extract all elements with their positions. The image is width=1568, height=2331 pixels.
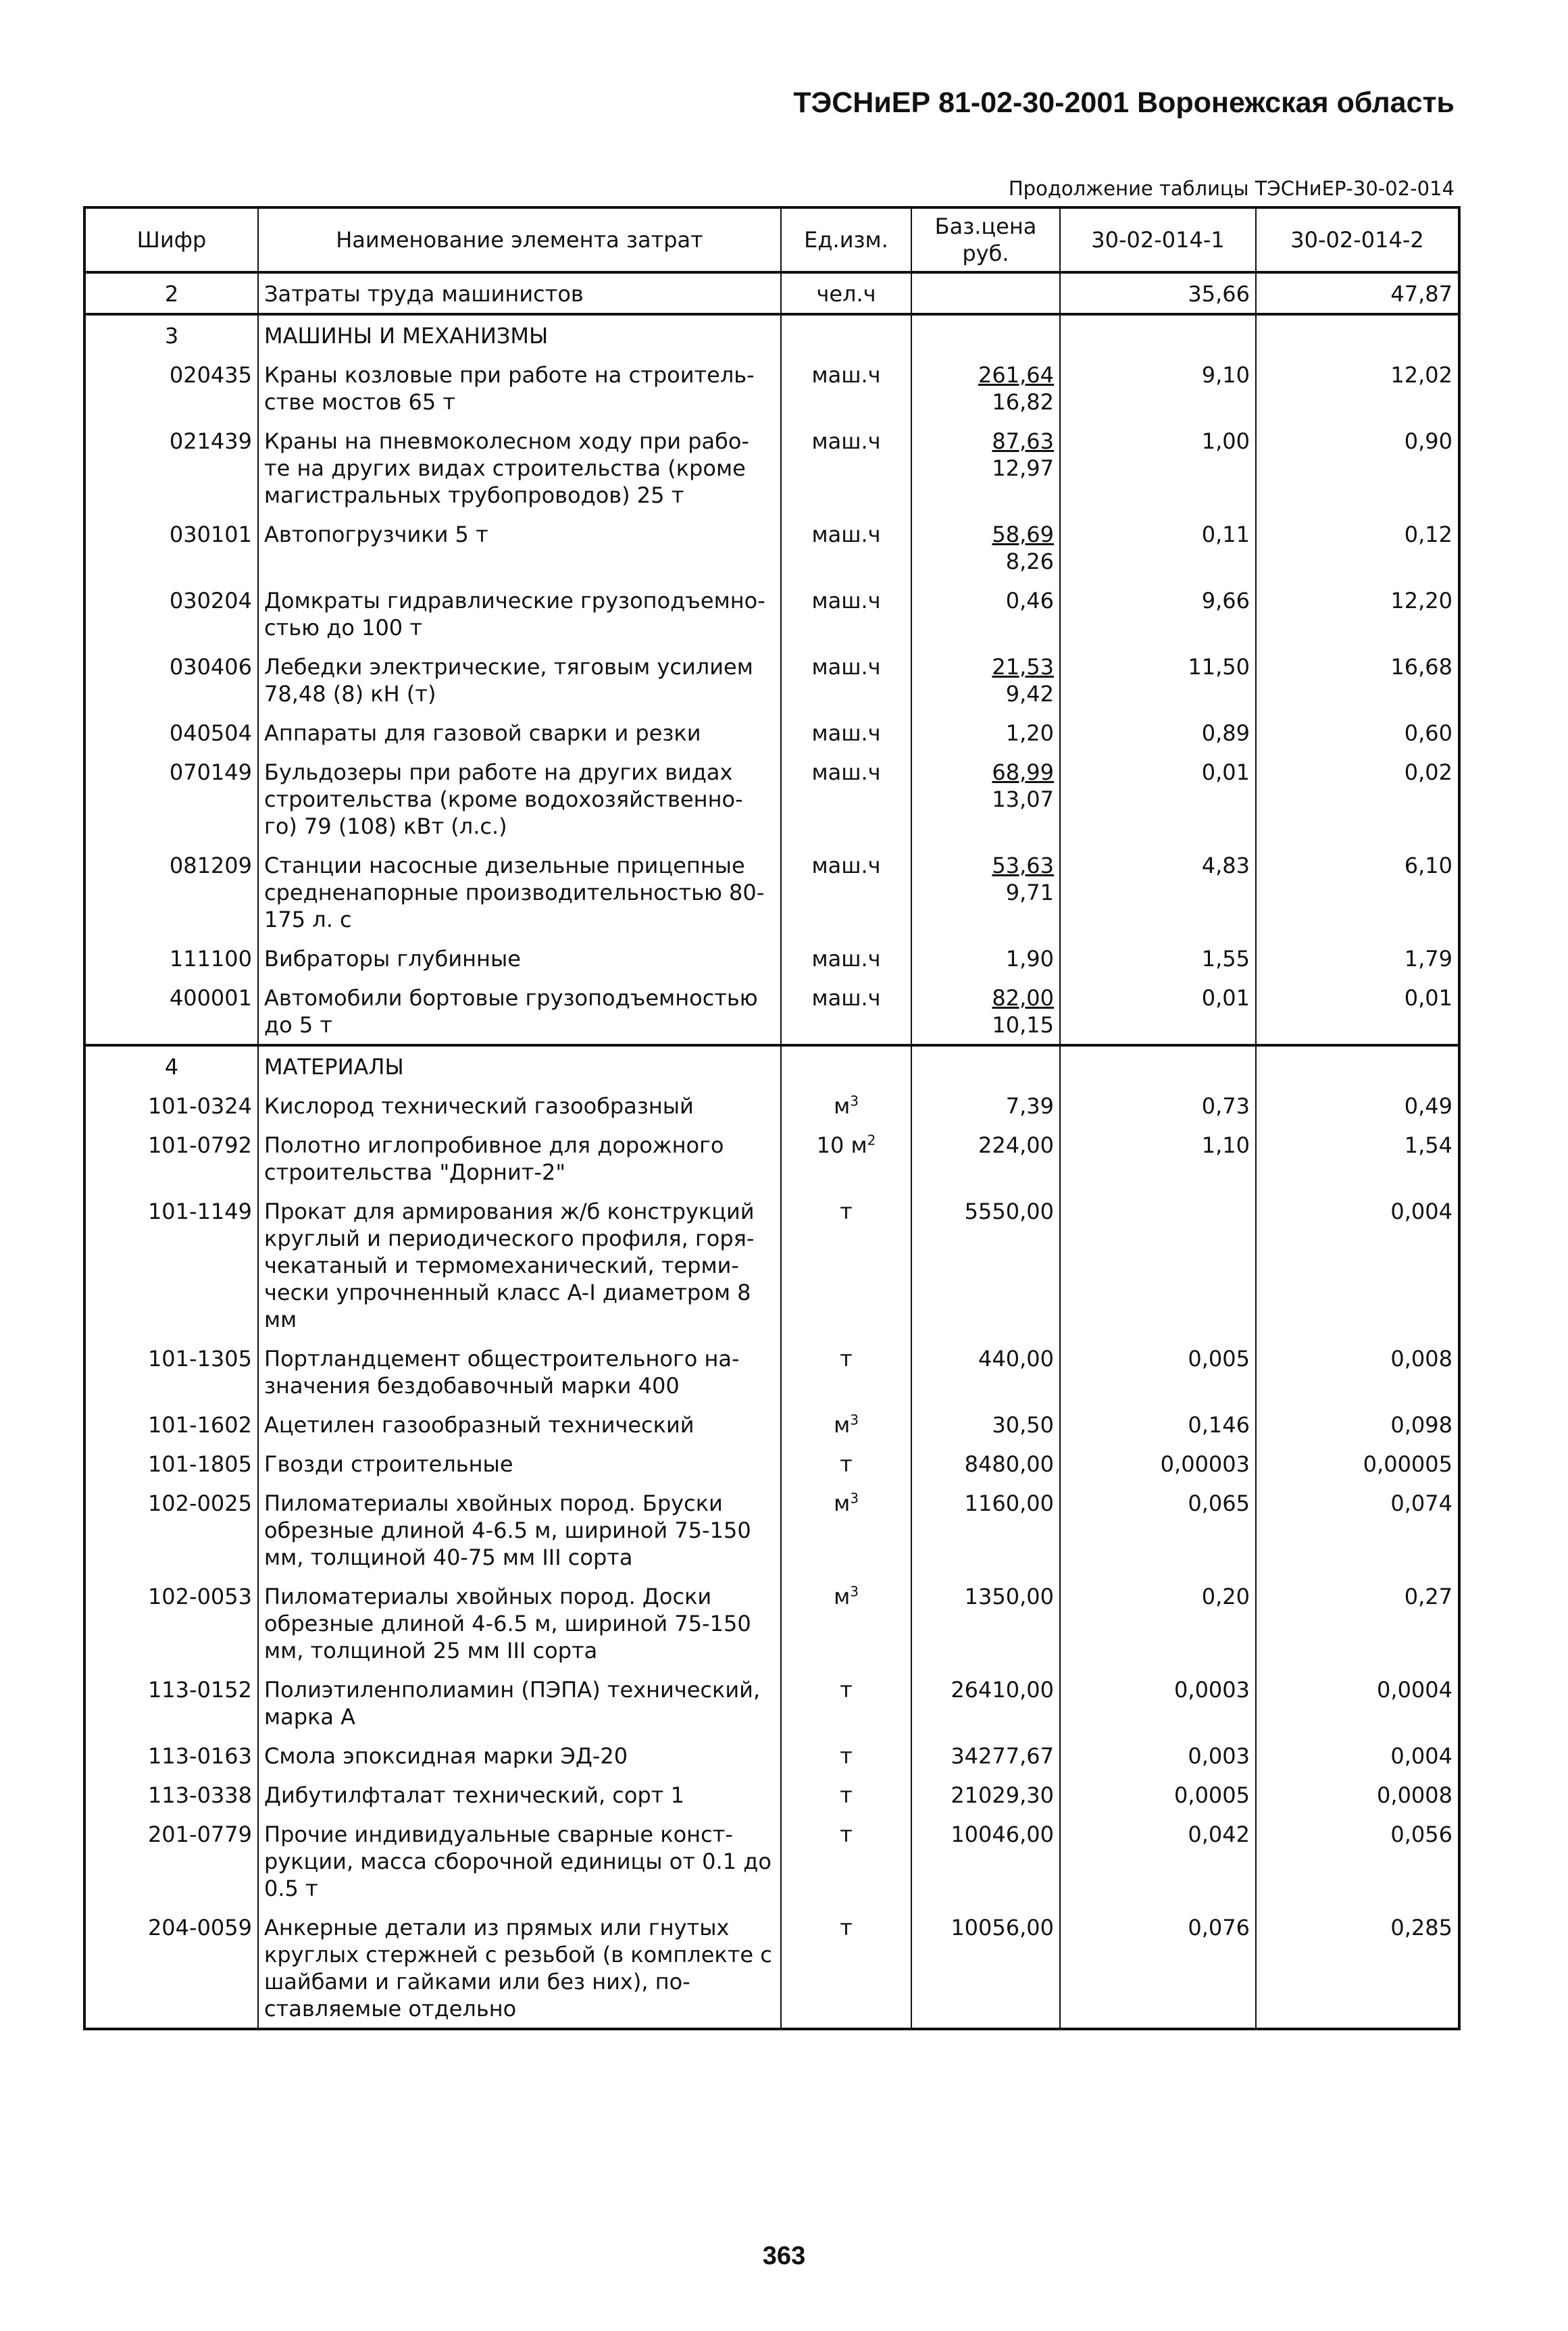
unit-text: т [840,1451,853,1477]
header-col1: 30-02-014-1 [1060,207,1256,272]
row-price [911,1483,1060,1576]
row-price [911,1576,1060,1670]
row-price [911,421,1060,514]
row-price [911,1907,1060,2029]
row-unit [781,314,911,355]
row-value-col1: 0,076 [1060,1907,1256,2029]
row-value-col1: 35,66 [1060,272,1256,314]
section-row [84,314,1459,355]
row-code: 113-0152 [84,1670,258,1736]
row-name: Станции насосные дизельные прицепные средненапорные производительностью 80- 175 л. с [258,845,781,938]
unit-text: маш.ч [811,522,881,547]
row-unit: чел.ч [781,272,911,314]
row-value-col1: 1,55 [1060,938,1256,978]
section-title: МАТЕРИАЛЫ [258,1045,781,1086]
row-name: Дибутилфталат технический, сорт 1 [258,1775,781,1814]
row-price [911,845,1060,938]
row-unit [781,1045,911,1086]
row-unit [781,1670,911,1736]
table-row [84,1405,1459,1444]
row-code: 204-0059 [84,1907,258,2029]
unit-text: маш.ч [811,428,881,454]
row-value-col1: 0,89 [1060,713,1256,752]
row-code: 113-0163 [84,1736,258,1775]
row-code: 102-0053 [84,1576,258,1670]
row-name: Полиэтиленполиамин (ПЭПА) технический, марка А [258,1670,781,1736]
row-code: 101-1805 [84,1444,258,1483]
price-value: 0,46 [1005,588,1054,613]
price-value: 261,64 [978,362,1054,388]
price-wage-value: 12,97 [992,455,1054,481]
table-row [84,713,1459,752]
row-unit [781,752,911,845]
row-price [911,514,1060,580]
row-unit [781,1338,911,1405]
row-unit [781,1907,911,2029]
row-code: 030406 [84,647,258,713]
unit-text: маш.ч [811,759,881,785]
table-row [84,1338,1459,1405]
row-value-col1: 0,003 [1060,1736,1256,1775]
table-header-row [84,207,1459,272]
row-code: 030204 [84,580,258,647]
row-code: 040504 [84,713,258,752]
header-code: Шифр [84,207,258,272]
unit-text: т [840,1677,853,1703]
section-number: 2 [84,272,258,314]
unit-text: м [834,1584,851,1609]
price-value: 440,00 [978,1346,1054,1372]
unit-exponent: 3 [850,1093,859,1109]
section-number: 3 [84,314,258,355]
section-row [84,1045,1459,1086]
unit-text: маш.ч [811,946,881,972]
row-code: 113-0338 [84,1775,258,1814]
row-price [911,1670,1060,1736]
row-name: Ацетилен газообразный технический [258,1405,781,1444]
header-price: Баз.цена руб. [911,207,1060,272]
header-name: Наименование элемента затрат [258,207,781,272]
price-value: 58,69 [992,522,1054,547]
row-value-col2: 1,79 [1256,938,1459,978]
table-row [84,1814,1459,1907]
row-name: Прочие индивидуальные сварные конст- рукции, масса сборочной единицы от 0.1 до 0.5 т [258,1814,781,1907]
row-value-col1: 0,065 [1060,1483,1256,1576]
row-name: Бульдозеры при работе на других видах строительства (кроме водохозяйственно- го) 79 (108) кВт (л.с.) [258,752,781,845]
row-value-col2: 0,00005 [1256,1444,1459,1483]
price-wage-value: 8,26 [1005,549,1054,574]
row-unit [781,1444,911,1483]
table-row [84,514,1459,580]
row-price [911,1775,1060,1814]
row-value-col1: 0,042 [1060,1814,1256,1907]
row-value-col2: 12,02 [1256,355,1459,421]
row-code: 101-1305 [84,1338,258,1405]
unit-text: маш.ч [811,985,881,1011]
price-value: 10046,00 [951,1822,1054,1847]
row-price [911,314,1060,355]
row-code: 111100 [84,938,258,978]
row-value-col1: 9,66 [1060,580,1256,647]
row-value-col2 [1256,314,1459,355]
price-value: 1,20 [1005,720,1054,746]
table-row [84,580,1459,647]
row-value-col1: 4,83 [1060,845,1256,938]
row-value-col2: 0,0004 [1256,1670,1459,1736]
unit-text: маш.ч [811,588,881,613]
section-title: Затраты труда машинистов [258,272,781,314]
row-code: 081209 [84,845,258,938]
row-value-col1: 0,00003 [1060,1444,1256,1483]
row-price [911,1086,1060,1125]
row-name: Полотно иглопробивное для дорожного строительства "Дорнит-2" [258,1125,781,1191]
table-body [84,272,1459,2029]
row-name: Пиломатериалы хвойных пород. Бруски обрезные длиной 4-6.5 м, шириной 75-150 мм, толщиной 40-75 мм III сорта [258,1483,781,1576]
table-row [84,1191,1459,1338]
row-price [911,1191,1060,1338]
row-name: Прокат для армирования ж/б конструкций круглый и периодического профиля, горя- чекатаный и термомеханический, терми- чески упрочненный класс A-I диаметром 8 мм [258,1191,781,1338]
unit-text: м [834,1093,851,1119]
row-value-col1: 0,11 [1060,514,1256,580]
price-value: 1160,00 [964,1490,1054,1516]
row-name: Вибраторы глубинные [258,938,781,978]
unit-text: м [834,1490,851,1516]
price-value: 30,50 [992,1412,1054,1438]
section-title: МАШИНЫ И МЕХАНИЗМЫ [258,314,781,355]
price-value: 224,00 [978,1132,1054,1158]
row-unit [781,1775,911,1814]
row-value-col2: 1,54 [1256,1125,1459,1191]
row-price [911,938,1060,978]
row-name: Кислород технический газообразный [258,1086,781,1125]
row-value-col1: 9,10 [1060,355,1256,421]
row-value-col1: 1,00 [1060,421,1256,514]
price-value: 21029,30 [951,1782,1054,1808]
row-value-col1: 0,01 [1060,752,1256,845]
row-value-col2: 0,0008 [1256,1775,1459,1814]
row-name: Пиломатериалы хвойных пород. Доски обрезные длиной 4-6.5 м, шириной 75-150 мм, толщиной 25 мм III сорта [258,1576,781,1670]
unit-text: маш.ч [811,362,881,388]
row-code: 021439 [84,421,258,514]
row-price [911,1125,1060,1191]
header-col2: 30-02-014-2 [1256,207,1459,272]
row-value-col2: 0,285 [1256,1907,1459,2029]
row-unit [781,1125,911,1191]
row-unit [781,647,911,713]
price-value: 82,00 [992,985,1054,1011]
row-value-col2: 47,87 [1256,272,1459,314]
row-value-col1 [1060,1191,1256,1338]
unit-text: т [840,1199,853,1224]
price-value: 26410,00 [951,1677,1054,1703]
row-value-col2: 0,008 [1256,1338,1459,1405]
unit-text: маш.ч [811,853,881,878]
row-unit [781,1086,911,1125]
row-name: Автопогрузчики 5 т [258,514,781,580]
unit-text: т [840,1782,853,1808]
row-value-col2: 12,20 [1256,580,1459,647]
table-row [84,421,1459,514]
price-value: 21,53 [992,654,1054,680]
price-value: 1,90 [1005,946,1054,972]
row-unit [781,978,911,1045]
section-number: 4 [84,1045,258,1086]
table-row [84,1086,1459,1125]
row-code: 400001 [84,978,258,1045]
table-row [84,752,1459,845]
row-price [911,1405,1060,1444]
row-name: Краны на пневмоколесном ходу при рабо- те на других видах строительства (кроме магистральных трубопроводов) 25 т [258,421,781,514]
price-wage-value: 10,15 [992,1012,1054,1038]
row-value-col1: 1,10 [1060,1125,1256,1191]
table-row [84,1907,1459,2029]
row-price [911,1814,1060,1907]
table-row [84,1444,1459,1483]
row-value-col2: 0,02 [1256,752,1459,845]
row-code: 101-1149 [84,1191,258,1338]
table-row [84,1576,1459,1670]
table-row [84,845,1459,938]
row-unit [781,1576,911,1670]
table-row [84,1670,1459,1736]
row-unit [781,1405,911,1444]
header-unit: Ед.изм. [781,207,911,272]
table-row [84,1483,1459,1576]
row-code: 102-0025 [84,1483,258,1576]
price-value: 5550,00 [964,1199,1054,1224]
row-name: Портландцемент общестроительного на- значения бездобавочный марки 400 [258,1338,781,1405]
row-value-col2: 0,90 [1256,421,1459,514]
row-value-col1: 0,0003 [1060,1670,1256,1736]
row-price [911,752,1060,845]
price-wage-value: 16,82 [992,389,1054,415]
row-name: Смола эпоксидная марки ЭД-20 [258,1736,781,1775]
unit-text: т [840,1346,853,1372]
price-value: 7,39 [1005,1093,1054,1119]
unit-text: маш.ч [811,720,881,746]
row-unit [781,1483,911,1576]
row-name: Краны козловые при работе на строитель- стве мостов 65 т [258,355,781,421]
row-value-col1: 0,20 [1060,1576,1256,1670]
row-unit [781,713,911,752]
row-unit [781,1191,911,1338]
table-row [84,647,1459,713]
row-value-col2: 0,004 [1256,1191,1459,1338]
unit-text: маш.ч [811,654,881,680]
price-wage-value: 13,07 [992,786,1054,812]
unit-text: т [840,1822,853,1847]
unit-text: 10 м [816,1132,867,1158]
row-value-col2: 0,60 [1256,713,1459,752]
row-value-col1 [1060,1045,1256,1086]
row-unit [781,580,911,647]
row-value-col2: 0,056 [1256,1814,1459,1907]
price-value: 53,63 [992,853,1054,878]
unit-exponent: 3 [850,1490,859,1507]
row-code: 101-0324 [84,1086,258,1125]
price-value: 68,99 [992,759,1054,785]
row-value-col1: 0,73 [1060,1086,1256,1125]
table-row [84,938,1459,978]
unit-exponent: 2 [867,1132,876,1149]
row-name: Анкерные детали из прямых или гнутых круглых стержней с резьбой (в комплекте с шайбами и гайками или без них), по- ставляемые отдельно [258,1907,781,2029]
row-value-col1: 0,005 [1060,1338,1256,1405]
row-name: Домкраты гидравлические грузоподъемно- стью до 100 т [258,580,781,647]
price-value: 87,63 [992,428,1054,454]
price-value: 1350,00 [964,1584,1054,1609]
row-price [911,647,1060,713]
price-value: 8480,00 [964,1451,1054,1477]
row-name: Автомобили бортовые грузоподъемностью до 5 т [258,978,781,1045]
row-value-col2: 16,68 [1256,647,1459,713]
row-price [911,1045,1060,1086]
row-price [911,355,1060,421]
unit-exponent: 3 [850,1583,859,1600]
row-value-col1: 0,0005 [1060,1775,1256,1814]
unit-text: т [840,1743,853,1769]
row-value-col2 [1256,1045,1459,1086]
row-name: Аппараты для газовой сварки и резки [258,713,781,752]
row-value-col1: 0,01 [1060,978,1256,1045]
row-value-col2: 0,27 [1256,1576,1459,1670]
row-unit [781,1814,911,1907]
row-value-col2: 0,49 [1256,1086,1459,1125]
row-unit [781,421,911,514]
row-value-col1: 0,146 [1060,1405,1256,1444]
document-header: ТЭСНиЕР 81-02-30-2001 Воронежская область [793,86,1455,119]
price-wage-value: 9,71 [1005,880,1054,905]
unit-text: т [840,1915,853,1940]
row-value-col2: 0,12 [1256,514,1459,580]
row-value-col2: 0,004 [1256,1736,1459,1775]
table-row [84,978,1459,1045]
row-unit [781,938,911,978]
row-code: 101-1602 [84,1405,258,1444]
cost-table [83,206,1461,2030]
row-price [911,1736,1060,1775]
row-unit [781,355,911,421]
row-price [911,978,1060,1045]
row-value-col1 [1060,314,1256,355]
row-name: Гвозди строительные [258,1444,781,1483]
row-price [911,1338,1060,1405]
table-row [84,1125,1459,1191]
unit-exponent: 3 [850,1411,859,1428]
row-value-col2: 0,01 [1256,978,1459,1045]
row-unit [781,1736,911,1775]
table-row [84,355,1459,421]
price-wage-value: 9,42 [1005,681,1054,707]
row-unit [781,514,911,580]
row-name: Лебедки электрические, тяговым усилием 78,48 (8) кН (т) [258,647,781,713]
row-code: 201-0779 [84,1814,258,1907]
row-price [911,272,1060,314]
row-value-col2: 0,098 [1256,1405,1459,1444]
price-value: 10056,00 [951,1915,1054,1940]
row-code: 101-0792 [84,1125,258,1191]
row-value-col2: 0,074 [1256,1483,1459,1576]
row-value-col1: 11,50 [1060,647,1256,713]
page-number: 363 [762,2242,806,2270]
row-price [911,1444,1060,1483]
table-row [84,1775,1459,1814]
row-price [911,580,1060,647]
section-row [84,272,1459,314]
row-price [911,713,1060,752]
row-code: 070149 [84,752,258,845]
row-code: 030101 [84,514,258,580]
price-value: 34277,67 [951,1743,1054,1769]
table-continuation-note: Продолжение таблицы ТЭСНиЕР-30-02-014 [1008,177,1455,200]
table-row [84,1736,1459,1775]
row-code: 020435 [84,355,258,421]
unit-text: м [834,1412,851,1438]
row-unit [781,845,911,938]
row-value-col2: 6,10 [1256,845,1459,938]
